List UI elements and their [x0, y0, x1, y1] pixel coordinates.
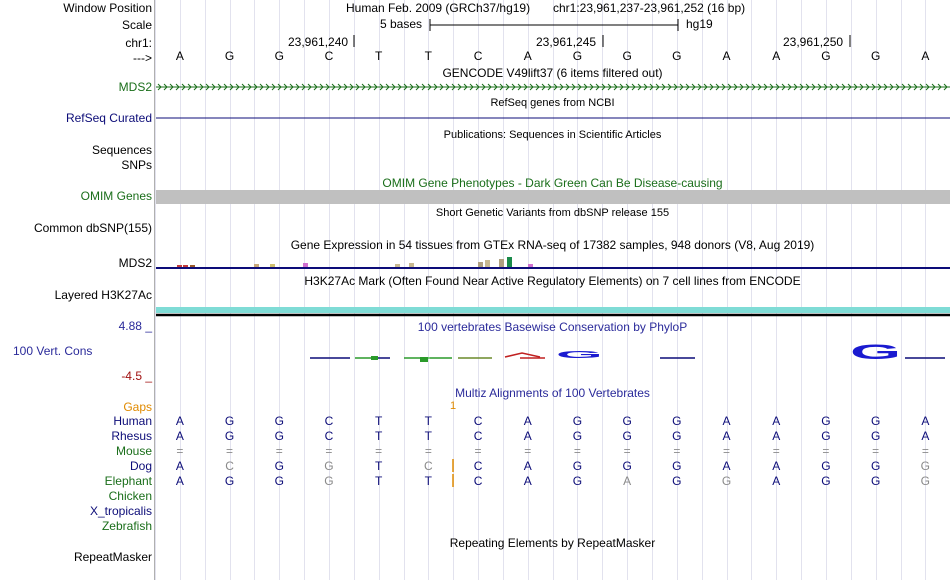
alignment-rhesus-base: A: [175, 429, 184, 443]
alignment-rhesus-base: A: [722, 429, 731, 443]
reference-base: A: [175, 49, 184, 63]
alignment-elephant-base: T: [374, 474, 383, 488]
alignment-elephant-base: G: [224, 474, 235, 488]
reference-base: G: [572, 49, 583, 63]
gtex-tissue-bar: [190, 265, 195, 267]
alignment-rhesus-base: T: [424, 429, 433, 443]
alignment-rhesus-base: G: [870, 429, 881, 443]
reference-base: G: [622, 49, 632, 63]
reference-base: A: [722, 49, 731, 63]
reference-base: T: [374, 49, 383, 63]
alignment-elephant-base: T: [424, 474, 433, 488]
alignment-elephant-base: G: [572, 474, 583, 488]
alignment-rhesus-base: T: [374, 429, 383, 443]
alignment-dog-base: A: [722, 459, 731, 473]
alignment-dog-base: C: [473, 459, 483, 473]
reference-base: A: [772, 49, 781, 63]
gtex-tissue-bar: [485, 260, 490, 267]
alignment-elephant-base: G: [920, 474, 931, 488]
alignment-human-base: T: [374, 414, 383, 428]
alignment-human-base: C: [473, 414, 483, 428]
gtex-tissue-bar: [478, 262, 483, 267]
alignment-elephant-base: G: [870, 474, 881, 488]
gtex-tissue-bar: [177, 265, 182, 267]
alignment-mouse-base: =: [822, 444, 830, 458]
alignment-mouse-base: =: [723, 444, 731, 458]
species-label-elephant[interactable]: Elephant: [104, 474, 152, 488]
alignment-elephant-base: G: [721, 474, 732, 488]
alignment-dog-base: C: [424, 459, 433, 473]
alignment-human-base: G: [274, 414, 284, 428]
omim-label[interactable]: OMIM Genes: [80, 189, 152, 203]
alignment-mouse-base: =: [424, 444, 432, 458]
alignment-rhesus-base: C: [324, 429, 334, 443]
alignment-mouse-base: =: [872, 444, 880, 458]
alignment-human-base: A: [921, 414, 930, 428]
alignment-mouse-base: =: [524, 444, 532, 458]
reference-base: G: [821, 49, 831, 63]
alignment-human-base: A: [722, 414, 731, 428]
publications-title[interactable]: Publications: Sequences in Scientific Articles: [443, 129, 662, 141]
alignment-mouse-base: =: [772, 444, 780, 458]
conservation-max-label: 4.88 _: [118, 319, 152, 333]
alignment-mouse-base: =: [176, 444, 184, 458]
alignment-elephant-base: G: [821, 474, 831, 488]
alignment-mouse-base: =: [623, 444, 631, 458]
reference-base: T: [424, 49, 433, 63]
scale-db: hg19: [686, 17, 713, 31]
alignment-dog-base: G: [870, 459, 881, 473]
alignment-human-base: G: [821, 414, 831, 428]
conservation-red-peak: [505, 353, 540, 357]
alignment-dog-base: G: [920, 459, 931, 473]
omim-title[interactable]: OMIM Gene Phenotypes - Dark Green Can Be Disease-causing: [382, 176, 723, 190]
alignment-rhesus-base: G: [622, 429, 632, 443]
species-label-x_tropicalis[interactable]: X_tropicalis: [89, 504, 152, 518]
alignment-dog-base: T: [374, 459, 383, 473]
publications-sequences-label[interactable]: Sequences: [91, 143, 152, 157]
alignment-rhesus-base: G: [572, 429, 583, 443]
species-label-chicken[interactable]: Chicken: [108, 489, 152, 503]
alignment-dog-base: G: [572, 459, 583, 473]
alignment-human-base: A: [772, 414, 781, 428]
alignment-dog-base: C: [225, 459, 234, 473]
alignment-elephant-base: C: [473, 474, 483, 488]
alignment-elephant-base: G: [324, 474, 334, 488]
alignment-rhesus-base: A: [523, 429, 532, 443]
repeatmasker-title[interactable]: Repeating Elements by RepeatMasker: [449, 536, 656, 550]
alignment-mouse-base: =: [325, 444, 333, 458]
coordinates-text[interactable]: chr1:23,961,237-23,961,252 (16 bp): [553, 1, 746, 15]
species-label-rhesus[interactable]: Rhesus: [111, 429, 152, 443]
gtex-title[interactable]: Gene Expression in 54 tissues from GTEx RNA-seq of 17382 samples, 948 donors (V8, Aug 2019): [290, 238, 815, 252]
alignment-elephant-base: G: [672, 474, 682, 488]
position-label-1: 23,961,240: [288, 35, 349, 49]
gtex-tissue-bar: [499, 259, 504, 267]
gtex-tissue-bar: [183, 265, 188, 267]
gtex-tissue-bar: [270, 264, 275, 267]
alignment-dog-base: G: [324, 459, 334, 473]
alignment-mouse-base: =: [226, 444, 234, 458]
species-label-zebrafish[interactable]: Zebrafish: [101, 519, 152, 533]
alignment-dog-base: G: [672, 459, 682, 473]
gtex-tissue-bar: [303, 263, 308, 267]
conservation-green-block: [420, 357, 428, 362]
conservation-min-label: -4.5 _: [121, 369, 152, 383]
alignment-elephant-base: A: [772, 474, 781, 488]
alignment-human-base: G: [622, 414, 632, 428]
gencode-item-label[interactable]: MDS2: [118, 80, 152, 94]
alignment-mouse-base: =: [573, 444, 581, 458]
alignment-rhesus-base: A: [921, 429, 930, 443]
alignment-dog-base: G: [622, 459, 632, 473]
h3k27ac-title[interactable]: H3K27Ac Mark (Often Found Near Active Regulatory Elements) on 7 cell lines from ENCODE: [304, 274, 801, 288]
alignment-mouse-base: =: [921, 444, 929, 458]
position-label-2: 23,961,245: [536, 35, 597, 49]
alignment-mouse-base: =: [474, 444, 482, 458]
alignment-human-base: G: [572, 414, 583, 428]
alignment-elephant-base: A: [523, 474, 532, 488]
conservation-label[interactable]: 100 Vert. Cons: [13, 344, 93, 358]
alignment-mouse-base: =: [275, 444, 283, 458]
alignment-human-base: G: [672, 414, 682, 428]
gtex-label[interactable]: MDS2: [118, 256, 152, 270]
reference-base: C: [473, 49, 483, 63]
reference-base: A: [921, 49, 930, 63]
refseq-title[interactable]: RefSeq genes from NCBI: [490, 97, 615, 109]
reference-base: C: [324, 49, 334, 63]
alignment-human-base: G: [870, 414, 881, 428]
alignment-dog-base: A: [175, 459, 184, 473]
alignment-mouse-base: =: [673, 444, 681, 458]
alignment-human-base: A: [523, 414, 532, 428]
species-label-mouse[interactable]: Mouse: [115, 444, 152, 458]
h3k27ac-signal-band: [156, 307, 950, 313]
reference-base: G: [274, 49, 284, 63]
gtex-tissue-bar: [254, 264, 259, 267]
species-label-dog[interactable]: Dog: [129, 459, 152, 473]
conservation-title[interactable]: 100 vertebrates Basewise Conservation by PhyloP: [417, 320, 688, 334]
window-position-label: Window Position: [63, 1, 152, 15]
alignment-human-base: T: [424, 414, 433, 428]
position-label-3: 23,961,250: [783, 35, 844, 49]
conservation-logo-letter: G: [850, 340, 902, 364]
alignment-rhesus-base: C: [473, 429, 483, 443]
strand-label: --->: [133, 51, 152, 65]
alignment-elephant-base: A: [623, 474, 632, 488]
reference-base: G: [870, 49, 881, 63]
gtex-tissue-bar: [528, 264, 533, 267]
alignment-dog-base: A: [772, 459, 781, 473]
assembly-text: Human Feb. 2009 (GRCh37/hg19): [346, 1, 531, 15]
scale-text: 5 bases: [380, 17, 423, 31]
conservation-green-block: [371, 356, 378, 360]
alignment-elephant-base: A: [175, 474, 184, 488]
gencode-title[interactable]: GENCODE V49lift37 (6 items filtered out): [442, 66, 663, 80]
alignment-human-base: C: [324, 414, 334, 428]
gtex-tissue-bar: [409, 263, 414, 267]
gap-marker: 1: [450, 400, 457, 412]
alignment-dog-base: G: [821, 459, 831, 473]
alignment-human-base: A: [175, 414, 184, 428]
alignment-rhesus-base: A: [772, 429, 781, 443]
alignment-human-base: G: [224, 414, 235, 428]
alignment-elephant-base: G: [274, 474, 284, 488]
multiz-title[interactable]: Multiz Alignments of 100 Vertebrates: [455, 386, 650, 400]
reference-base: G: [224, 49, 235, 63]
refseq-label[interactable]: RefSeq Curated: [65, 111, 152, 125]
alignment-rhesus-base: G: [274, 429, 284, 443]
publications-snps-label[interactable]: SNPs: [121, 158, 152, 172]
gaps-label[interactable]: Gaps: [123, 400, 152, 414]
chrom-label: chr1:: [125, 36, 152, 50]
omim-phenotype-bar: [156, 190, 950, 204]
dbsnp-title[interactable]: Short Genetic Variants from dbSNP release 155: [435, 207, 670, 219]
alignment-rhesus-base: G: [224, 429, 235, 443]
alignment-rhesus-base: G: [821, 429, 831, 443]
h3k27ac-label[interactable]: Layered H3K27Ac: [54, 288, 152, 302]
species-label-human[interactable]: Human: [113, 414, 152, 428]
conservation-logo-letter: G: [556, 349, 603, 361]
gtex-tissue-bar: [507, 257, 512, 267]
alignment-mouse-base: =: [375, 444, 383, 458]
reference-base: A: [523, 49, 532, 63]
dbsnp-label[interactable]: Common dbSNP(155): [33, 221, 152, 235]
repeatmasker-label[interactable]: RepeatMasker: [73, 550, 152, 564]
gtex-tissue-bar: [395, 264, 400, 267]
alignment-rhesus-base: G: [672, 429, 682, 443]
scale-label: Scale: [121, 18, 152, 32]
alignment-dog-base: G: [274, 459, 284, 473]
alignment-dog-base: A: [523, 459, 532, 473]
reference-base: G: [672, 49, 682, 63]
